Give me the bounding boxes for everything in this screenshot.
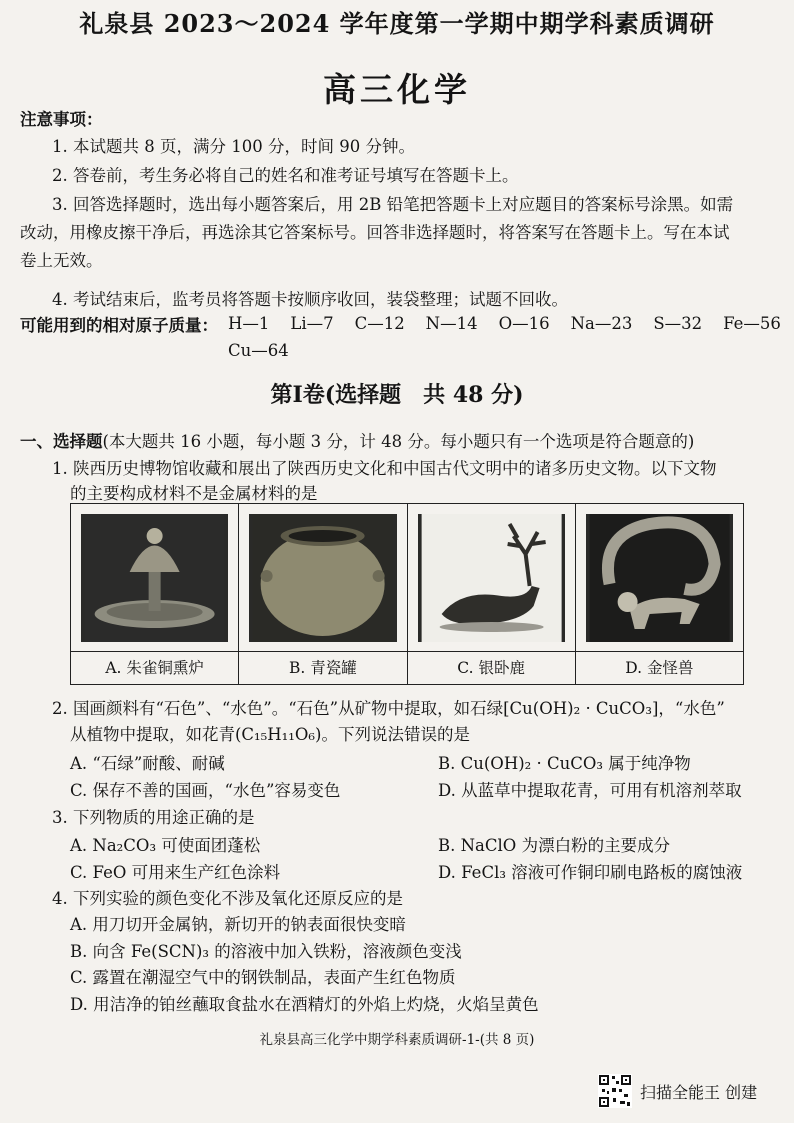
celadon-jar-image [249,514,396,642]
q4-option-b: B. 向含 Fe(SCN)₃ 的溶液中加入铁粉，溶液颜色变浅 [70,942,462,961]
golden-beast-image [586,514,733,642]
artifact-cell-d [576,504,743,684]
q4-stem: 4. 下列实验的颜色变化不涉及氧化还原反应的是 [52,889,403,908]
atomic-mass-line2: Cu—64 [228,341,289,360]
subject-title: 高三化学 [323,70,471,109]
q2-stem-1: 2. 国画颜料有“石色”、“水色”。“石色”从矿物中提取，如石绿[Cu(OH)₂ · CuCO₃]，“水色” [52,699,725,718]
note-4: 4. 考试结束后，监考员将答题卡按顺序收回，装袋整理；试题不回收。 [52,290,568,309]
note-3: 3. 回答选择题时，选出每小题答案后，用 2B 铅笔把答题卡上对应题目的答案标号涂黑。如需 [52,195,734,214]
notes-heading: 注意事项： [20,110,103,129]
q3-stem: 3. 下列物质的用途正确的是 [52,808,255,827]
q2-option-a: A. “石绿”耐酸、耐碱 [70,754,225,773]
note-3-cont: 改动，用橡皮擦干净后，再选涂其它答案标号。回答非选择题时，将答案写在答题卡上。写在本试 [20,223,730,242]
q2-option-c: C. 保存不善的国画，“水色”容易变色 [70,781,341,800]
option-d-label: D. 金怪兽 [625,659,694,677]
q4-option-c: C. 露置在潮湿空气中的钢铁制品，表面产生红色物质 [70,968,456,987]
q2-stem-2: 从植物中提取，如花青(C₁₅H₁₁O₆)。下列说法错误的是 [70,725,470,744]
atomic-mass-line1: H—1 Li—7 C—12 N—14 O—16 Na—23 S—32 Fe—56 [228,314,781,333]
part1-label: 一、选择题 [20,432,103,451]
note-2: 2. 答卷前，考生务必将自己的姓名和准考证号填写在答题卡上。 [52,166,519,185]
page-footer: 礼泉县高三化学中期学科素质调研-1-(共 8 页) [259,1032,535,1048]
artifact-cell-c [408,504,576,684]
artifact-cell-b [239,504,407,684]
note-3-end: 卷上无效。 [20,251,103,270]
q1-stem-2: 的主要构成材料不是金属材料的是 [70,484,318,503]
q3-option-d: D. FeCl₃ 溶液可作铜印刷电路板的腐蚀液 [438,863,743,882]
q4-option-d: D. 用洁净的铂丝蘸取食盐水在酒精灯的外焰上灼烧，火焰呈黄色 [70,995,539,1014]
scanner-watermark: 扫描全能王 创建 [640,1083,758,1102]
option-b-label: B. 青瓷罐 [289,659,357,677]
note-1: 1. 本试题共 8 页，满分 100 分，时间 90 分钟。 [52,137,415,156]
q1-stem-1: 1. 陕西历史博物馆收藏和展出了陕西历史文化和中国古代文明中的诸多历史文物。以下文物 [52,459,717,478]
option-c-label: C. 银卧鹿 [457,659,525,677]
option-a-label: A. 朱雀铜熏炉 [105,659,204,677]
section-title: 第Ⅰ卷(选择题 共 48 分) [270,382,524,408]
exam-title: 礼泉县 2023～2024 学年度第一学期中期学科素质调研 [79,9,715,38]
atomic-mass-label: 可能用到的相对原子质量： [20,316,218,335]
qr-code-icon [598,1074,632,1108]
artifact-cell-a [71,504,239,684]
silver-deer-image [418,514,565,642]
part1-desc: (本大题共 16 小题，每小题 3 分，计 48 分。每小题只有一个选项是符合题意的) [102,432,695,451]
artifact-table [70,503,744,685]
q3-option-b: B. NaClO 为漂白粉的主要成分 [438,836,671,855]
q3-option-c: C. FeO 可用来生产红色涂料 [70,863,281,882]
q2-option-d: D. 从蓝草中提取花青，可用有机溶剂萃取 [438,781,742,800]
q2-option-b: B. Cu(OH)₂ · CuCO₃ 属于纯净物 [438,754,691,773]
q3-option-a: A. Na₂CO₃ 可使面团蓬松 [70,836,261,855]
q4-option-a: A. 用刀切开金属钠，新切开的钠表面很快变暗 [70,915,406,934]
incense-burner-image [81,514,228,642]
